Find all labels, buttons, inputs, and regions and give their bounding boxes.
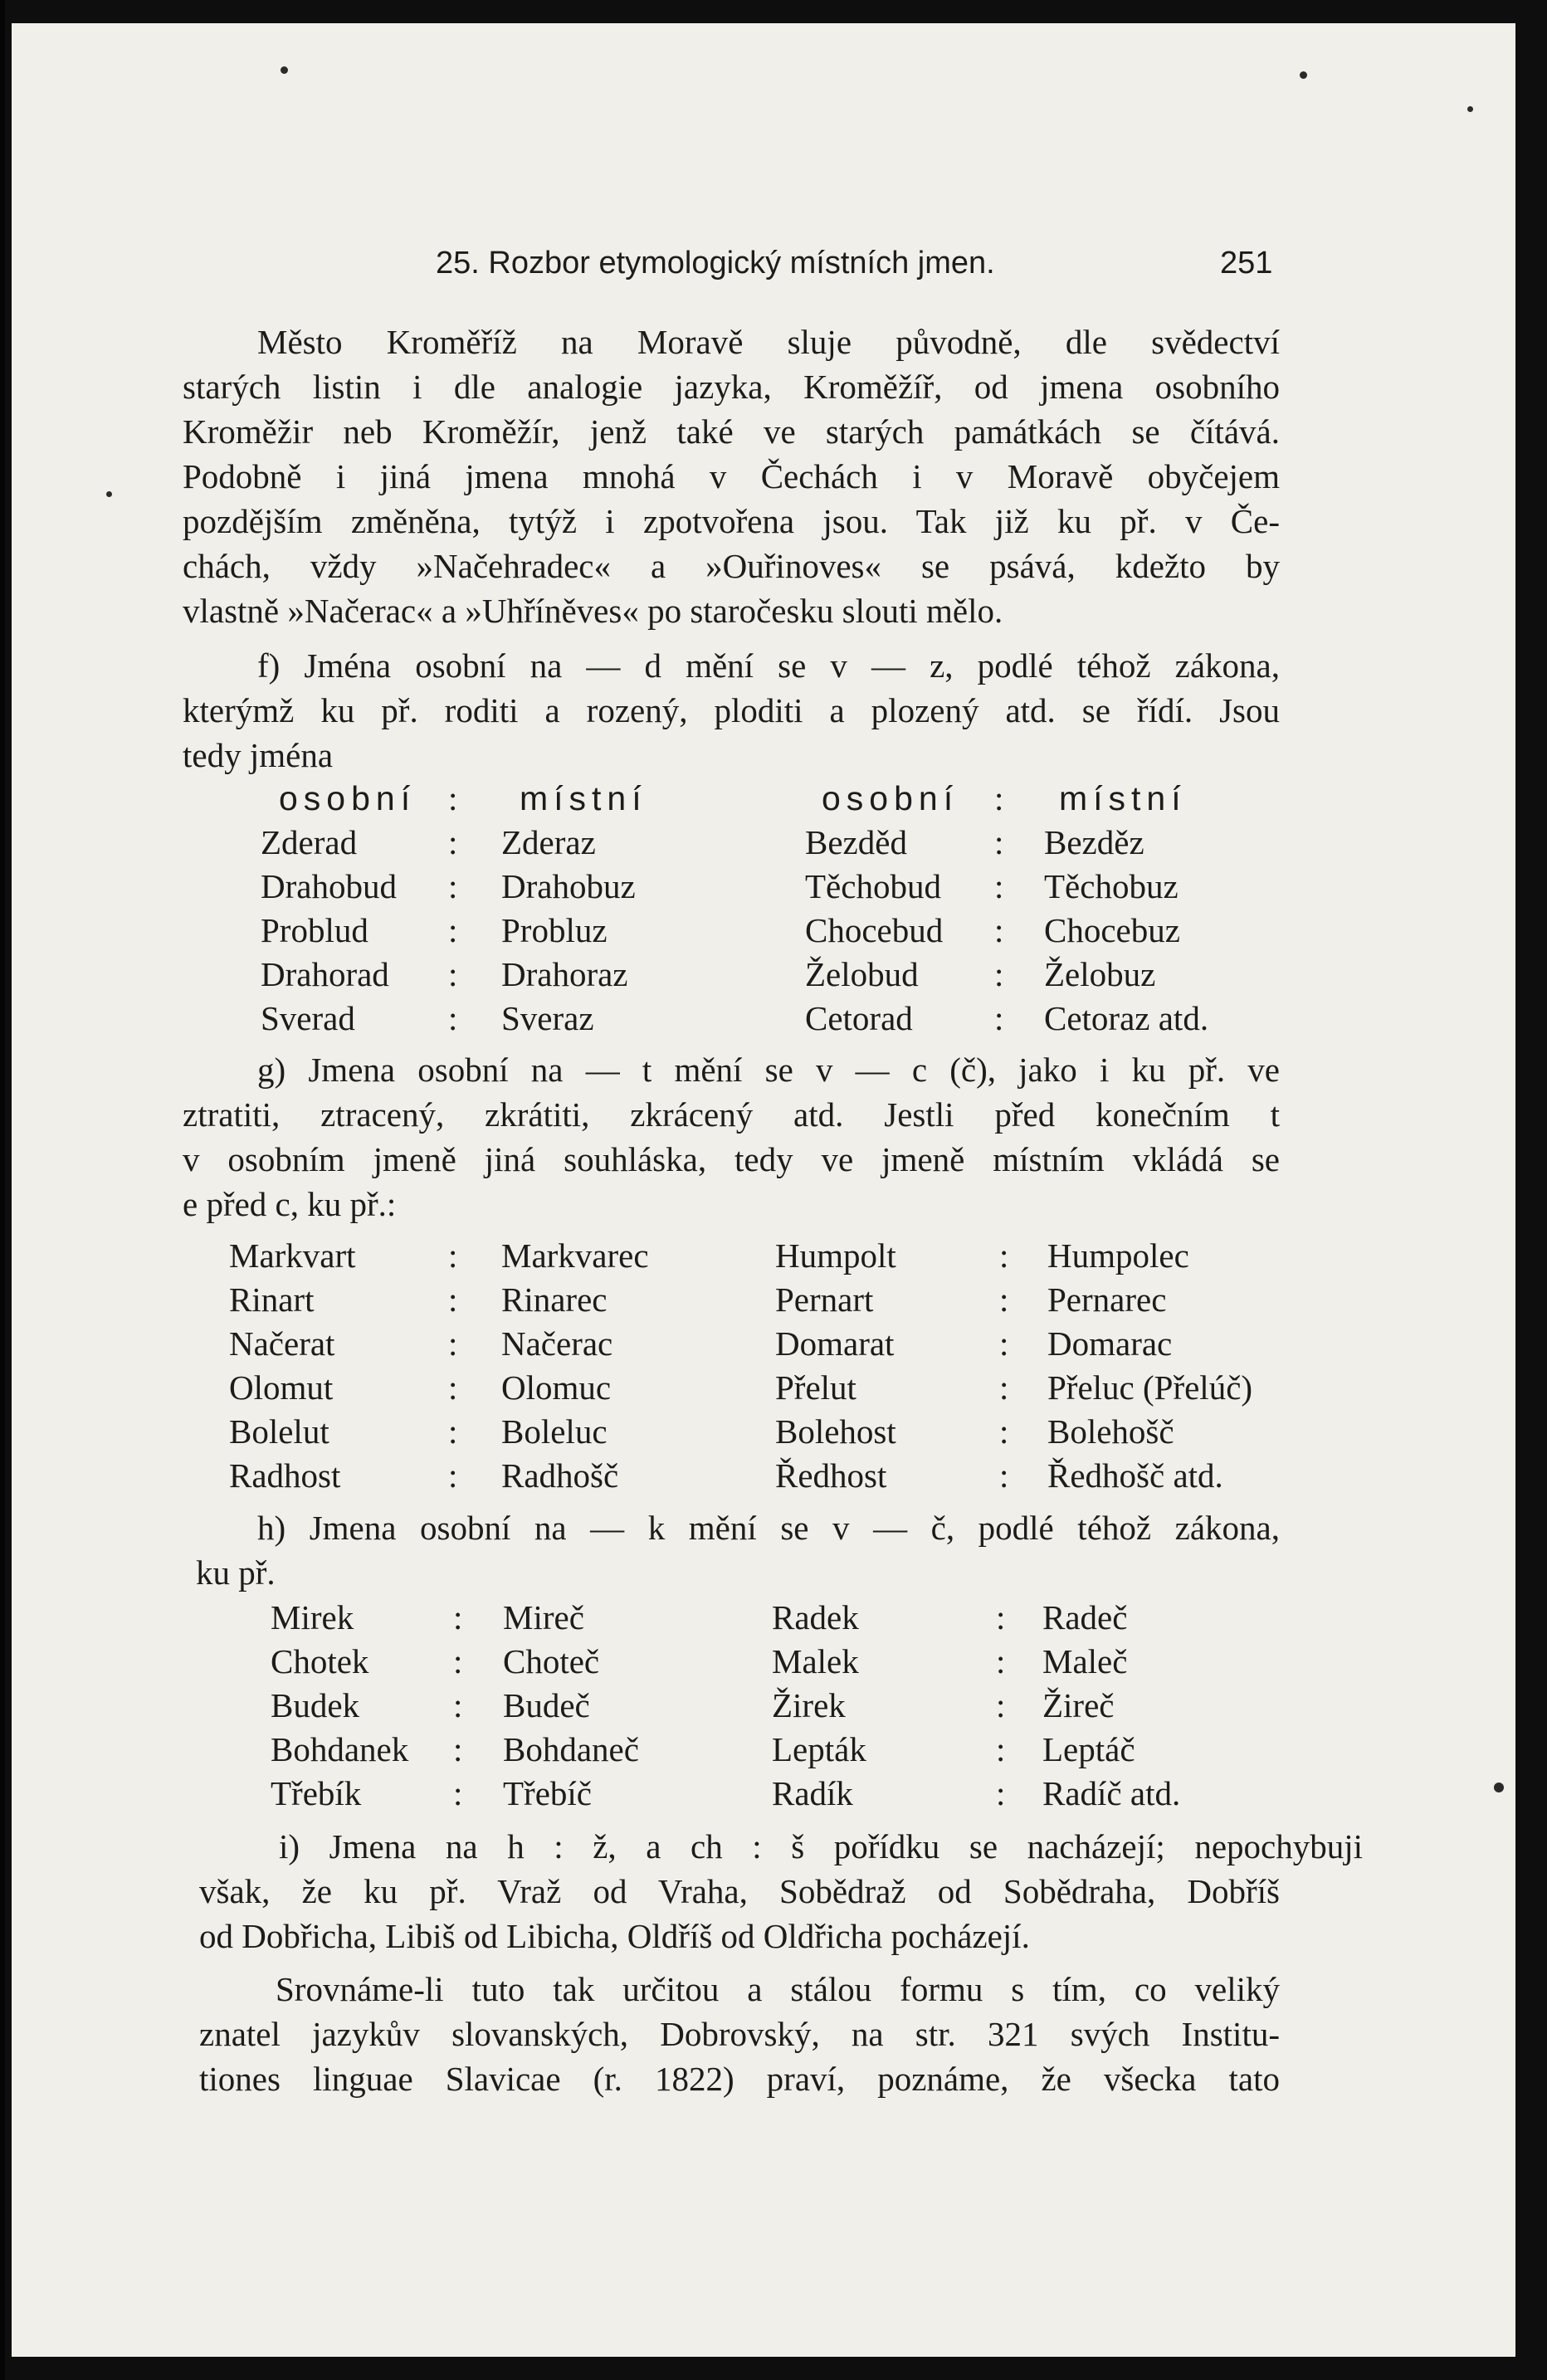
column-separator: : <box>448 823 458 861</box>
table-cell: Třebíč <box>503 1774 592 1812</box>
column-separator: : <box>448 1236 458 1275</box>
column-separator: : <box>999 1324 1009 1363</box>
text-line: Kroměžir neb Kroměžír, jenž také ve starých památkách se čítává. <box>183 412 1280 451</box>
column-separator: : <box>994 911 1004 949</box>
table-cell: Želobuz <box>1044 955 1156 993</box>
closing-line: Srovnáme-li tuto tak určitou a stálou formu s tím, co veliký <box>276 1970 1280 2008</box>
column-separator: : <box>999 1280 1009 1319</box>
section-g-line: v osobním jmeně jiná souhláska, tedy ve jmeně místním vkládá se <box>183 1140 1280 1178</box>
table-cell: Cetorad <box>805 999 913 1037</box>
table-cell: Bohdanek <box>271 1730 409 1768</box>
table-cell: Maleč <box>1042 1642 1128 1680</box>
table-cell: Bezděd <box>805 823 907 861</box>
column-separator: : <box>996 1598 1006 1636</box>
table-cell: Cetoraz atd. <box>1044 999 1209 1037</box>
column-separator: : <box>448 1280 458 1319</box>
text-line: vlastně »Načerac« a »Uhříněves« po staročesku slouti mělo. <box>183 592 1003 630</box>
table-cell: Radhošč <box>501 1456 619 1495</box>
table-cell: Přelut <box>775 1368 856 1407</box>
column-separator: : <box>453 1730 463 1768</box>
table-cell: Rinarec <box>501 1280 608 1319</box>
column-separator: : <box>448 1368 458 1407</box>
text-line: pozdějším změněna, tytýž i zpotvořena jsou. Tak již ku př. v Če- <box>183 502 1280 540</box>
table-cell: Přeluc (Přelúč) <box>1047 1368 1253 1407</box>
table-cell: Budeč <box>503 1686 590 1724</box>
column-separator: : <box>999 1412 1009 1451</box>
column-separator: : <box>996 1642 1006 1680</box>
table-cell: Boleluc <box>501 1412 608 1451</box>
table-cell: Želobud <box>805 955 919 993</box>
table-cell: Chocebud <box>805 911 944 949</box>
speck <box>281 66 288 74</box>
table-cell: Leptáč <box>1042 1730 1135 1768</box>
column-separator: : <box>448 867 458 905</box>
table-cell: Bolehošč <box>1047 1412 1174 1451</box>
text-line: Podobně i jiná jmena mnohá v Čechách i v Moravě obyčejem <box>183 457 1280 495</box>
column-header: osobní <box>279 779 417 817</box>
section-g-line: ztratiti, ztracený, zkrátiti, zkrácený atd. Jestli před konečním t <box>183 1095 1280 1134</box>
table-cell: Lepták <box>772 1730 866 1768</box>
table-cell: Mireč <box>503 1598 584 1636</box>
table-cell: Humpolt <box>775 1236 896 1275</box>
table-cell: Chocebuz <box>1044 911 1180 949</box>
table-cell: Pernart <box>775 1280 874 1319</box>
column-separator: : <box>999 1368 1009 1407</box>
table-cell: Problud <box>261 911 368 949</box>
column-separator: : <box>994 823 1004 861</box>
table-cell: Olomut <box>229 1368 334 1407</box>
column-separator: : <box>453 1598 463 1636</box>
table-cell: Zderad <box>261 823 358 861</box>
column-separator: : <box>994 867 1004 905</box>
column-separator: : <box>448 1456 458 1495</box>
table-cell: Bolelut <box>229 1412 329 1451</box>
column-separator: : <box>448 911 458 949</box>
table-cell: Žirek <box>772 1686 846 1724</box>
table-cell: Drahobud <box>261 867 397 905</box>
table-cell: Bezděz <box>1044 823 1144 861</box>
table-cell: Rinart <box>229 1280 315 1319</box>
section-f-line: tedy jména <box>183 736 334 774</box>
column-separator: : <box>996 1686 1006 1724</box>
column-separator: : <box>999 1456 1009 1495</box>
table-cell: Mirek <box>271 1598 354 1636</box>
section-g-line: g) Jmena osobní na — t mění se v — c (č), jako i ku př. ve <box>257 1051 1280 1089</box>
table-cell: Drahorad <box>261 955 389 993</box>
table-cell: Ředhost <box>775 1456 887 1495</box>
table-cell: Pernarec <box>1047 1280 1167 1319</box>
table-cell: Sverad <box>261 999 355 1037</box>
column-header: osobní <box>822 779 959 817</box>
text-line: chách, vždy »Načehradec« a »Ouřinoves« se psává, kdežto by <box>183 547 1280 585</box>
page-binding-edge <box>0 0 5 2380</box>
section-f-line: kterýmž ku př. roditi a rozený, ploditi a plozený atd. se řídí. Jsou <box>183 691 1280 729</box>
table-cell: Bohdaneč <box>503 1730 639 1768</box>
speck <box>106 491 112 497</box>
column-separator: : <box>448 1324 458 1363</box>
table-cell: Sveraz <box>501 999 594 1037</box>
column-separator: : <box>453 1686 463 1724</box>
table-cell: Načerat <box>229 1324 335 1363</box>
section-g-line: e před c, ku př.: <box>183 1185 397 1223</box>
running-header-title: 25. Rozbor etymologický místních jmen. <box>436 246 995 280</box>
table-cell: Těchobud <box>805 867 941 905</box>
column-separator: : <box>448 955 458 993</box>
table-cell: Třebík <box>271 1774 362 1812</box>
column-header: místní <box>520 779 647 817</box>
column-separator: : <box>453 1774 463 1812</box>
speck <box>1300 71 1307 79</box>
table-cell: Probluz <box>501 911 608 949</box>
table-cell: Načerac <box>501 1324 613 1363</box>
table-cell: Malek <box>772 1642 859 1680</box>
text-line: starých listin i dle analogie jazyka, Kroměžíř, od jmena osobního <box>183 368 1280 406</box>
section-h-line: ku př. <box>196 1553 276 1592</box>
table-cell: Ředhošč atd. <box>1047 1456 1223 1495</box>
column-separator: : <box>448 999 458 1037</box>
text-line: Město Kroměříž na Moravě sluje původně, dle svědectví <box>257 323 1280 361</box>
section-i-line: i) Jmena na h : ž, a ch : š pořídku se nacházejí; nepochybuji <box>279 1827 1363 1865</box>
section-i-line: od Dobřicha, Libiš od Libicha, Oldříš od Oldřicha pocházejí. <box>199 1917 1030 1955</box>
table-cell: Radek <box>772 1598 859 1636</box>
page-number: 251 <box>1220 246 1273 280</box>
table-cell: Drahobuz <box>501 867 636 905</box>
column-separator: : <box>448 1412 458 1451</box>
table-cell: Radhost <box>229 1456 341 1495</box>
table-cell: Choteč <box>503 1642 600 1680</box>
section-f-line: f) Jména osobní na — d mění se v — z, podlé téhož zákona, <box>257 646 1280 685</box>
table-cell: Radíč atd. <box>1042 1774 1181 1812</box>
column-separator: : <box>999 1236 1009 1275</box>
column-separator: : <box>448 779 458 817</box>
section-h-line: h) Jmena osobní na — k mění se v — č, podlé téhož zákona, <box>257 1509 1280 1547</box>
column-separator: : <box>996 1730 1006 1768</box>
speck <box>1467 106 1473 112</box>
table-cell: Žireč <box>1042 1686 1115 1724</box>
table-cell: Radeč <box>1042 1598 1128 1636</box>
table-cell: Markvart <box>229 1236 356 1275</box>
column-separator: : <box>996 1774 1006 1812</box>
column-header: místní <box>1059 779 1187 817</box>
table-cell: Chotek <box>271 1642 369 1680</box>
table-cell: Olomuc <box>501 1368 612 1407</box>
column-separator: : <box>994 779 1004 817</box>
table-cell: Markvarec <box>501 1236 649 1275</box>
section-i-line: však, že ku př. Vraž od Vraha, Sobědraž od Sobědraha, Dobříš <box>199 1872 1280 1910</box>
closing-line: tiones linguae Slavicae (r. 1822) praví, poznáme, že všecka tato <box>199 2060 1280 2098</box>
speck <box>1494 1783 1504 1792</box>
column-separator: : <box>453 1642 463 1680</box>
table-cell: Domarac <box>1047 1324 1173 1363</box>
table-cell: Humpolec <box>1047 1236 1189 1275</box>
table-cell: Zderaz <box>501 823 596 861</box>
table-cell: Radík <box>772 1774 853 1812</box>
table-cell: Bolehost <box>775 1412 896 1451</box>
closing-line: znatel jazykův slovanských, Dobrovský, na str. 321 svých Institu- <box>199 2015 1280 2053</box>
table-cell: Drahoraz <box>501 955 628 993</box>
table-cell: Těchobuz <box>1044 867 1179 905</box>
table-cell: Domarat <box>775 1324 895 1363</box>
table-cell: Budek <box>271 1686 360 1724</box>
column-separator: : <box>994 999 1004 1037</box>
column-separator: : <box>994 955 1004 993</box>
